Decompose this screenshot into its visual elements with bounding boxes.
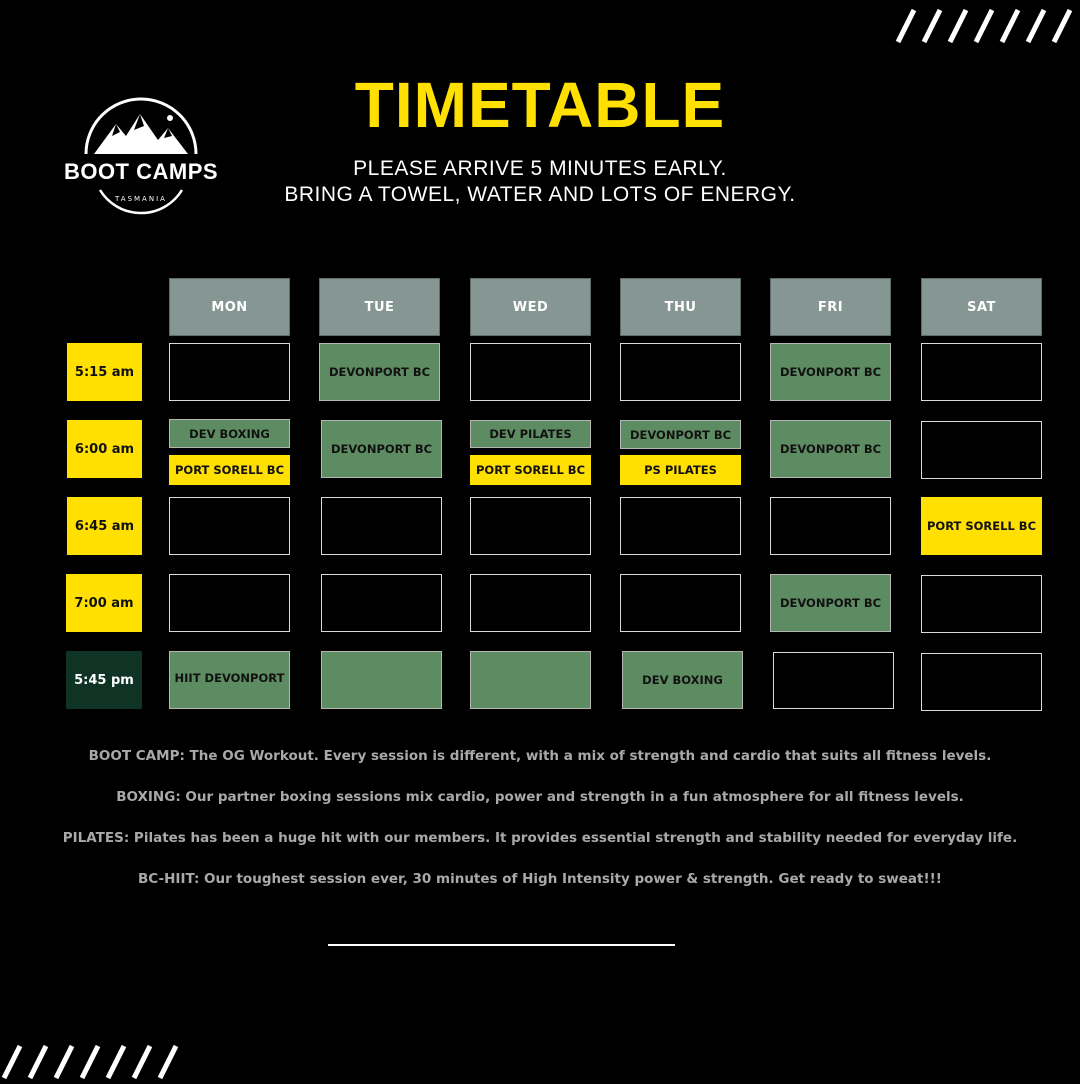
description-boot-camp: BOOT CAMP: The OG Workout. Every session is different, with a mix of strength and cardio that suits all fitness levels. (88, 748, 992, 764)
subtitle-arrive-early: PLEASE ARRIVE 5 MINUTES EARLY. (353, 157, 727, 180)
time-label-545pm: 5:45 pm (66, 651, 142, 709)
session-cell: DEVONPORT BC (770, 343, 891, 401)
empty-slot (169, 574, 290, 632)
svg-text:BOOT CAMPS: BOOT CAMPS (63, 159, 219, 184)
session-cell: HIIT DEVONPORT (169, 651, 290, 709)
session-cell: DEVONPORT BC (770, 574, 891, 632)
empty-slot (169, 497, 290, 555)
session-cell: DEV BOXING (622, 651, 743, 709)
day-header-fri: FRI (770, 278, 891, 336)
decorative-slashes-bottom (0, 1042, 200, 1080)
day-header-thu: THU (620, 278, 741, 336)
session-cell: PORT SORELL BC (470, 455, 591, 485)
session-cell: DEVONPORT BC (319, 343, 440, 401)
empty-slot (321, 574, 442, 632)
session-cell (470, 651, 591, 709)
empty-slot (169, 343, 290, 401)
empty-slot (921, 575, 1042, 633)
empty-slot (321, 497, 442, 555)
day-header-tue: TUE (319, 278, 440, 336)
empty-slot (921, 421, 1042, 479)
page-title: TIMETABLE (354, 69, 726, 141)
empty-slot (921, 343, 1042, 401)
empty-slot (470, 343, 591, 401)
svg-text:TASMANIA: TASMANIA (115, 195, 167, 203)
time-label-700am: 7:00 am (66, 574, 142, 632)
empty-slot (921, 653, 1042, 711)
time-label-600am: 6:00 am (67, 420, 142, 478)
subtitle-bring-towel: BRING A TOWEL, WATER AND LOTS OF ENERGY. (284, 183, 796, 206)
empty-slot (773, 652, 894, 709)
empty-slot (770, 497, 891, 555)
empty-slot (620, 343, 741, 401)
day-header-wed: WED (470, 278, 591, 336)
session-cell: PORT SORELL BC (921, 497, 1042, 555)
description-pilates: PILATES: Pilates has been a huge hit with our members. It provides essential strength and stability needed for everyday life. (62, 830, 1018, 846)
day-header-sat: SAT (921, 278, 1042, 336)
time-label-645am: 6:45 am (67, 497, 142, 555)
time-label-515am: 5:15 am (67, 343, 142, 401)
decorative-slashes-top (890, 6, 1080, 46)
session-cell: DEVONPORT BC (770, 420, 891, 478)
session-cell: DEV PILATES (470, 420, 591, 448)
empty-slot (470, 497, 591, 555)
session-cell: DEV BOXING (169, 419, 290, 448)
description-bc-hiit: BC-HIIT: Our toughest session ever, 30 minutes of High Intensity power & strength. Get ready to sweat!!! (138, 871, 942, 887)
description-boxing: BOXING: Our partner boxing sessions mix cardio, power and strength in a fun atmosphere for all fitness levels. (116, 789, 964, 805)
session-cell: DEVONPORT BC (620, 420, 741, 449)
empty-slot (470, 574, 591, 632)
empty-slot (620, 497, 741, 555)
session-cell (321, 651, 442, 709)
session-cell: DEVONPORT BC (321, 420, 442, 478)
session-cell: PORT SORELL BC (169, 455, 290, 485)
divider-line (328, 944, 675, 946)
day-header-mon: MON (169, 278, 290, 336)
session-cell: PS PILATES (620, 455, 741, 485)
empty-slot (620, 574, 741, 632)
